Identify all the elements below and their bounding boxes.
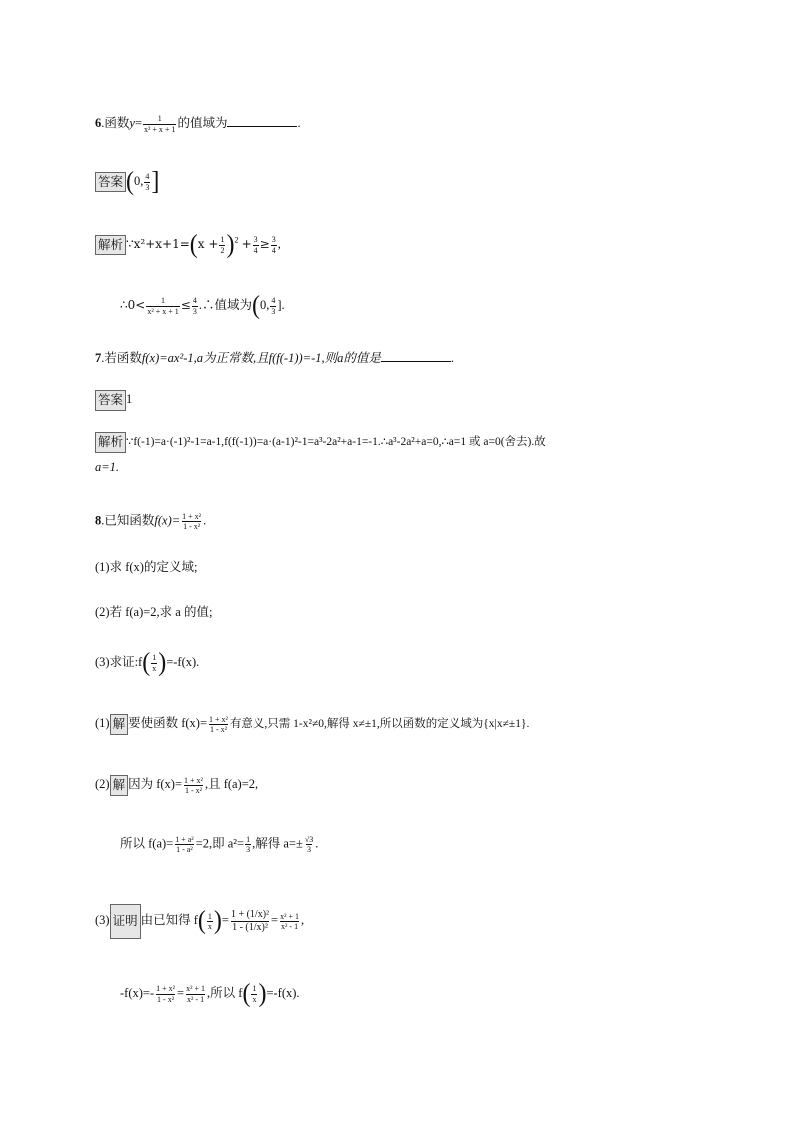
paren: ) <box>158 648 167 678</box>
d: 4 <box>253 245 258 255</box>
q7-analysis-text-2: a=1. <box>95 460 120 474</box>
q7-analysis-text: ∵f(-1)=a·(-1)²-1=a-1,f(f(-1))=a·(a-1)²-1=a³-2a²+a-1=-1.∴a³-2a²+a=0,∴a=1 或 a=0(舍去).故 <box>126 436 546 449</box>
n: 1 <box>246 835 251 844</box>
l1a: ∵x²+x+1= <box>126 236 190 251</box>
l2b: .∴值域为 <box>198 297 252 312</box>
answer-blank[interactable] <box>227 114 297 127</box>
q6-answer <box>95 167 160 197</box>
s3a: 由已知得 f <box>140 913 198 928</box>
half <box>219 235 225 254</box>
paren-open: ( <box>126 167 135 197</box>
q7-stem-a: 若函数 <box>104 351 142 365</box>
s3bigfrac <box>230 909 270 933</box>
tq <box>253 235 259 254</box>
q8-solution-3-line-2 <box>120 979 300 1009</box>
s3l2c: =-f(x). <box>266 985 300 1000</box>
paren-close: ] <box>151 167 160 197</box>
q8-fx: f(x)= <box>154 513 181 528</box>
q6-stem-a: 函数 <box>104 116 130 130</box>
s2pre: (2) <box>95 777 110 792</box>
n: 1 <box>220 235 225 245</box>
s2l2d: ,解得 a=± <box>252 836 303 851</box>
answer-tag: 答案 <box>95 390 126 411</box>
q8-solution-2-line-2 <box>120 835 318 854</box>
var-y: y <box>129 116 135 130</box>
s3eq: = <box>221 913 229 928</box>
q7-end: . <box>450 351 455 365</box>
analysis-tag: 解析 <box>95 235 126 256</box>
n: 1 + x² <box>209 714 228 724</box>
q6-stem <box>95 114 301 134</box>
n: 3 <box>271 235 276 245</box>
s3l2eq: = <box>177 985 185 1000</box>
l1end: , <box>277 236 281 251</box>
solution-tag: 解 <box>110 775 129 796</box>
l2close: ]. <box>277 297 285 312</box>
n: 4 <box>192 296 197 306</box>
leq: ≤ <box>180 297 191 312</box>
d: 1 - x² <box>183 522 201 532</box>
n: 1 + x² <box>184 775 203 785</box>
n: √3 <box>304 835 314 844</box>
s2l2efrac <box>304 835 314 854</box>
n: x² + 1 <box>186 984 206 994</box>
l2rfrac <box>192 296 198 315</box>
s2a: 因为 f(x)= <box>128 777 183 792</box>
q8-solution-2 <box>95 775 258 796</box>
q8-stem-a: 已知函数 <box>104 513 155 528</box>
q8-number: 8 <box>95 513 102 528</box>
s2b: ,且 f(a)=2, <box>204 777 259 792</box>
d: 1 - x² <box>157 994 175 1004</box>
p3b: =-f(x). <box>166 654 200 669</box>
n: 4 <box>145 172 150 182</box>
s1a: 要使函数 f(x)= <box>128 716 208 731</box>
d: 3 <box>192 306 197 316</box>
q8-solution-3 <box>95 904 304 939</box>
l2a: ∴0< <box>120 297 146 312</box>
d: x² - 1 <box>281 921 299 931</box>
plus: + <box>241 236 252 251</box>
q8-part-2: (2)若 f(a)=2,求 a 的值; <box>95 605 213 619</box>
frac-den: x² + x + 1 <box>144 124 176 134</box>
d: x² - 1 <box>187 994 205 1004</box>
d: 3 <box>271 306 276 316</box>
q6-analysis-1 <box>95 230 281 260</box>
s1frac <box>208 715 229 734</box>
n: 3 <box>253 235 258 245</box>
s2l2a: 所以 f(a)= <box>120 836 174 851</box>
s3l2b: ,所以 f <box>207 985 243 1000</box>
q8-solution-1 <box>95 714 529 735</box>
q7-number: 7 <box>95 351 102 365</box>
paren: ( <box>251 291 260 321</box>
d: 1 - (1/x)² <box>232 921 268 933</box>
paren: ( <box>242 979 251 1009</box>
s3end: , <box>301 913 305 928</box>
s3l2a: -f(x)=- <box>120 985 155 1000</box>
paren: ( <box>142 648 151 678</box>
d: 1 - a² <box>176 845 193 855</box>
answer-tag: 答案 <box>95 172 126 193</box>
dot: . <box>101 513 105 528</box>
q6-number: 6 <box>95 116 102 130</box>
geq: ≥ <box>259 236 270 251</box>
d: 3 <box>246 845 251 855</box>
s2l2cfrac <box>245 835 251 854</box>
q7-answer <box>95 390 132 411</box>
p3a: (3)求证:f <box>95 654 143 669</box>
s1b: 有意义,只需 1-x²≠0,解得 x≠±1,所以函数的定义域为{x|x≠±1}. <box>229 718 530 731</box>
q6-analysis-2 <box>120 291 285 321</box>
paren: ( <box>189 230 198 260</box>
n: 1 + (1/x)² <box>230 909 270 921</box>
q7-answer-value: 1 <box>126 392 133 407</box>
p3frac <box>151 653 157 672</box>
n: 1 <box>252 984 257 994</box>
d: 4 <box>271 245 276 255</box>
s3ffrac <box>207 912 213 931</box>
paren: ) <box>213 906 222 936</box>
dot: . <box>101 351 105 365</box>
dot: . <box>101 116 105 130</box>
q8-part-1: (1)求 f(x)的定义域; <box>95 560 198 574</box>
answer-blank[interactable] <box>381 349 451 362</box>
d: x² + x + 1 <box>147 306 179 316</box>
s2l2b: =2,即 a²= <box>195 836 245 851</box>
s3rfrac <box>279 912 300 931</box>
s3l2ffrac <box>251 984 257 1003</box>
q7-analysis-2 <box>95 461 119 474</box>
q8-part-3 <box>95 648 200 678</box>
sq: 2 <box>234 235 239 245</box>
n: 1 + x² <box>156 984 176 994</box>
s3pre: (3) <box>95 913 110 928</box>
l2frac <box>146 296 179 315</box>
q7-f3: a的值是 <box>337 351 381 365</box>
s3eq2: = <box>271 913 279 928</box>
d: x <box>252 994 257 1004</box>
q8-frac <box>181 512 202 531</box>
ans-zero: 0, <box>134 173 144 188</box>
q7-f2: f(f(-1))=-1,则 <box>268 351 338 365</box>
paren: ( <box>197 906 206 936</box>
q6-fraction <box>143 114 176 133</box>
analysis-tag: 解析 <box>95 432 126 453</box>
d: 1 - x² <box>209 724 227 734</box>
s2l2frac <box>174 835 194 854</box>
d: 3 <box>307 845 311 855</box>
paren: ) <box>226 230 235 260</box>
q7-f1: f(x)=ax²-1,a为正常数,且 <box>141 351 269 365</box>
l2zero: 0, <box>259 297 270 312</box>
n: 1 + x² <box>182 512 202 521</box>
d: 1 - x² <box>184 785 202 795</box>
d: x <box>207 921 212 931</box>
n: 4 <box>271 296 276 306</box>
s3l2frac <box>155 984 176 1003</box>
end-frac <box>271 235 277 254</box>
s1pre: (1) <box>95 716 110 731</box>
end: . <box>203 513 207 528</box>
paren: ) <box>258 979 267 1009</box>
d: x <box>152 663 157 673</box>
s2l2end: . <box>315 836 319 851</box>
q7-analysis-1 <box>95 432 546 453</box>
s2frac <box>183 776 204 795</box>
s3l2rfrac <box>185 984 206 1003</box>
solution-tag: 解 <box>110 714 129 735</box>
d: 2 <box>220 245 225 255</box>
n: 1 + a² <box>175 835 194 844</box>
n: 1 <box>152 653 157 663</box>
frac-num: 1 <box>157 114 162 124</box>
q6-stem-b: 的值域为 <box>177 116 228 130</box>
l1x: x + <box>197 236 219 251</box>
n: x² + 1 <box>280 911 300 921</box>
eq: = <box>134 116 143 130</box>
ans-frac <box>144 172 150 191</box>
n: 1 <box>207 911 212 921</box>
q8-stem <box>95 512 206 531</box>
proof-tag: 证明 <box>110 904 141 939</box>
l2ans <box>270 296 276 315</box>
q7-stem <box>95 349 454 365</box>
q6-end: . <box>297 116 301 130</box>
d: 3 <box>145 182 150 192</box>
n: 1 <box>161 296 166 306</box>
